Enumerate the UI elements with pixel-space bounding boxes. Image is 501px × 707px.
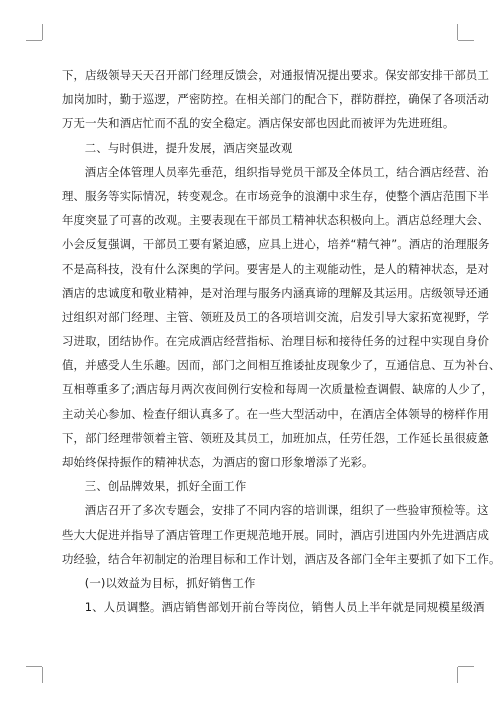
text-line: 理、服务等实际情况，转变观念。在市场竞争的浪潮中求生存，使整个酒店范围下半 [62,188,490,203]
crop-mark-top-right-vertical [457,24,458,40]
text-line: 功经验，结合年初制定的治理目标和工作计划，酒店及各部门全年主要抓了如下工作。 [62,551,501,566]
text-line: 互相尊重多了;酒店每月两次夜间例行安检和每周一次质量检查调假、缺席的人少了， [62,382,493,397]
text-line: 不是高科技，没有什么深奥的学问。要害是人的主观能动性，是人的精神状态，是对 [62,261,490,276]
text-line: 酒店的忠诚度和敬业精神，是对治理与服务内涵真谛的理解及其运用。店级领导还通 [62,285,490,300]
text-line: 值，并感受人生乐趣。因而，部门之间相互推诿扯皮现象少了，互通信息、互为补台、 [62,358,501,373]
paragraph-first-line: 1、人员调整。酒店销售部划开前台等岗位，销售人员上半年就是同规模星级酒 [84,600,485,615]
text-line: 下，部门经理带领着主管、领班及其员工，加班加点，任劳任怨，工作延长虽很疲惫 [62,430,490,445]
text-line: 习进取，团结协作。在完成酒店经营指标、治理目标和接待任务的过程中实现自身价 [62,334,490,349]
crop-mark-top-right-horizontal [458,40,474,41]
document-body [62,63,501,619]
text-line: 年度突显了可喜的改观。主要表现在干部员工精神状态积极向上。酒店总经理大会、 [62,213,490,228]
text-line: 些大大促进并指导了酒店管理工作更规范地开展。同时，酒店引进国内外先进酒店成 [62,527,490,542]
paragraph-first-line: 酒店全体管理人员率先垂范，组织指导党员干部及全体员工，结合酒店经营、治 [84,164,489,179]
paragraph-first-line: 二、与时俱进，提升发展，酒店突显改观 [84,140,293,155]
text-line: 主动关心参加、检查仔细认真多了。在一些大型活动中，在酒店全体领导的榜样作用 [62,406,490,421]
text-line: 却始终保持振作的精神状态，为酒店的窗口形象增添了光彩。 [62,455,374,469]
crop-mark-top-left-vertical [42,24,43,40]
crop-mark-bottom-left-horizontal [26,666,42,667]
text-line: 小会反复强调，干部员工要有紧迫感，应具上进心，培养“精气神”。酒店的治理服务 [62,237,490,252]
text-line: 过组织对部门经理、主管、领班及员工的各项培训交流，启发引导大家拓宽视野，学 [62,309,490,324]
text-line: 下，店级领导天天召开部门经理反馈会，对通报情况提出要求。保安部安排干部员工 [62,68,490,82]
crop-mark-bottom-right-horizontal [458,666,474,667]
text-line: 加岗加时，勤于巡逻，严密防控。在相关部门的配合下，群防群控，确保了各项活动 [62,92,490,107]
paragraph-first-line: 三、创品牌效果，抓好全面工作 [84,479,247,494]
text-line: 万无一失和酒店忙而不乱的安全稳定。酒店保安部也因此而被评为先进班组。 [62,116,455,131]
crop-mark-top-left-horizontal [26,40,42,41]
paragraph-first-line: 酒店召开了多次专题会，安排了不同内容的培训课，组织了一些验审预检等。这 [84,503,489,518]
crop-mark-bottom-right-vertical [457,667,458,683]
crop-mark-bottom-left-vertical [42,667,43,683]
paragraph-first-line: (一)以效益为目标，抓好销售工作 [84,575,256,590]
